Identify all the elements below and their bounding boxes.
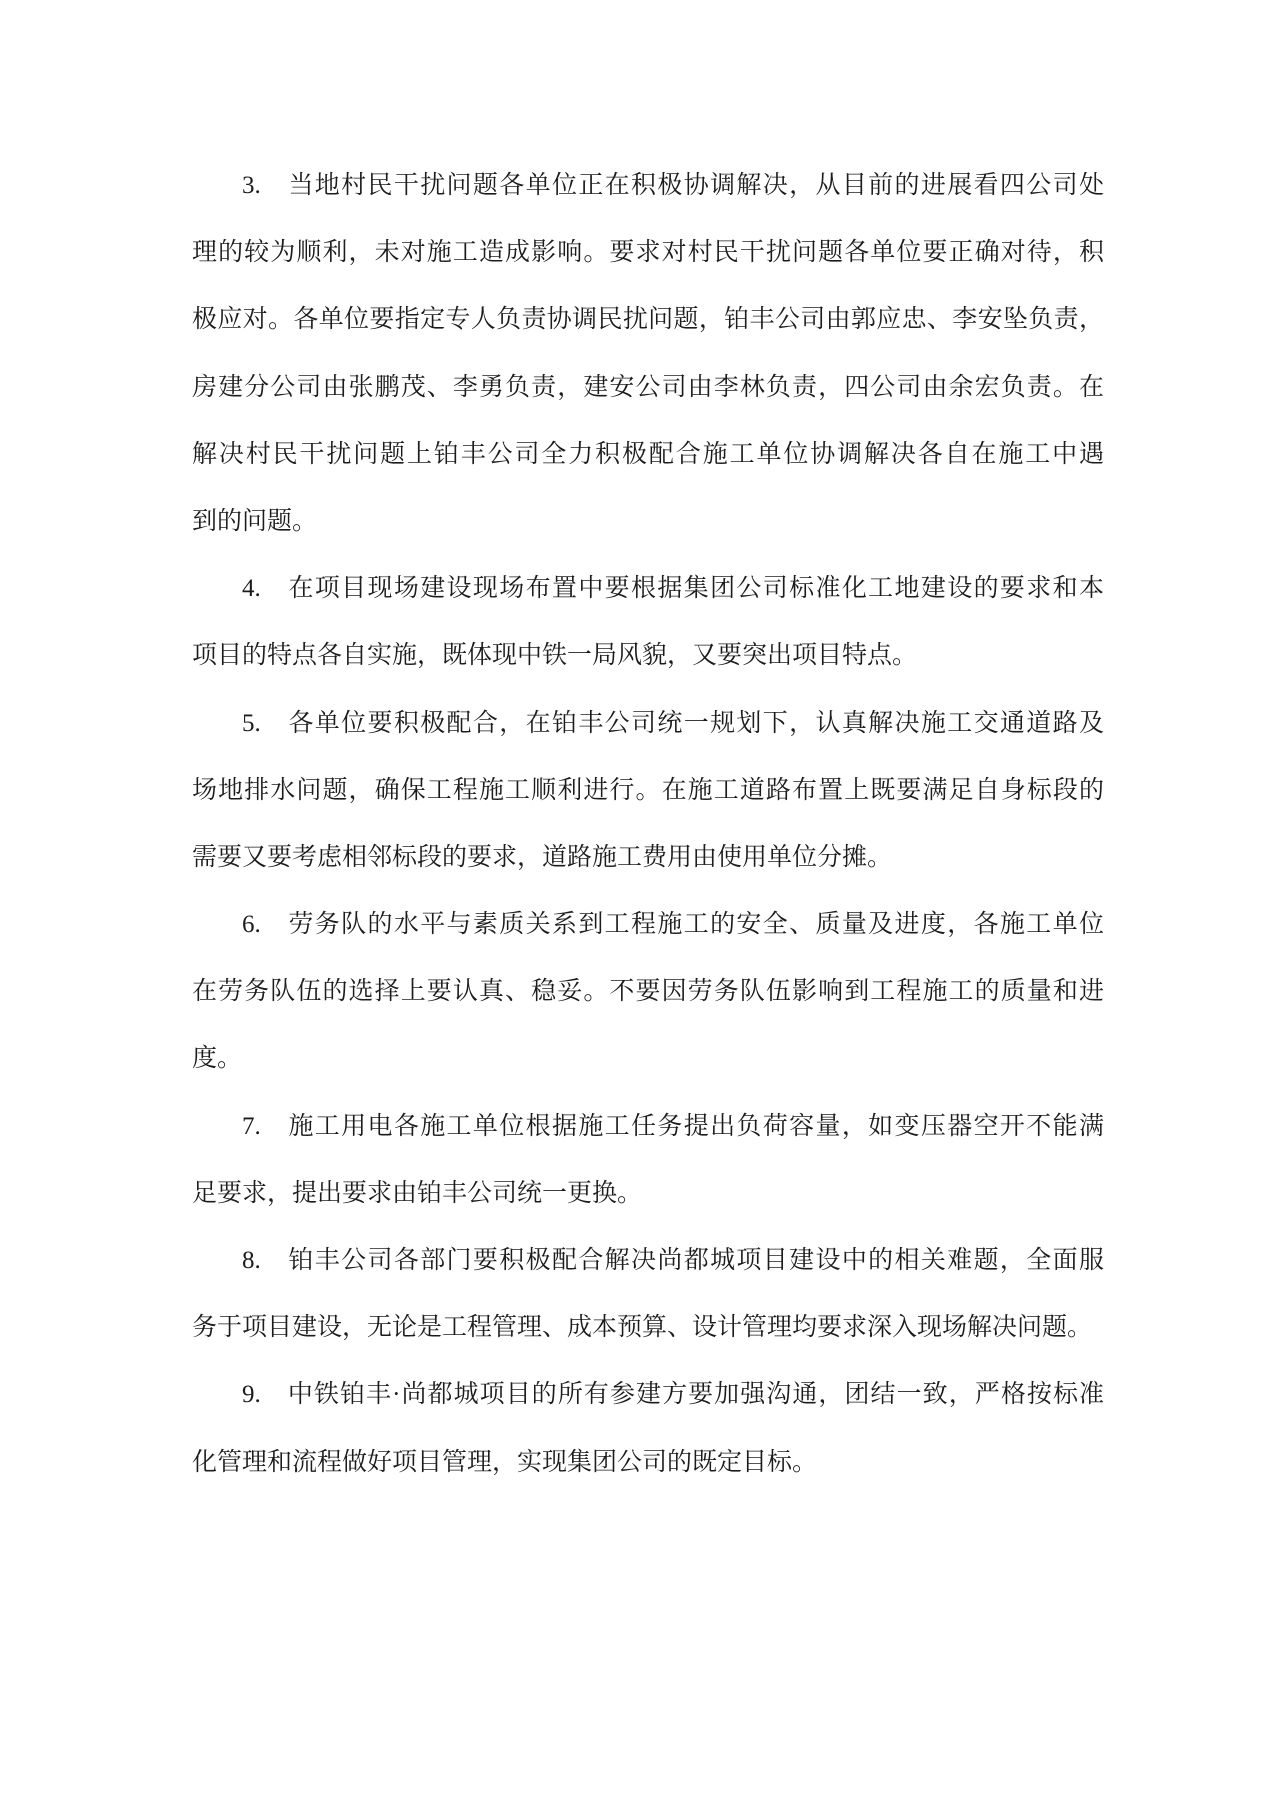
text-line: 解决村民干扰问题上铂丰公司全力积极配合施工单位协调解决各自在施工中遇 [192, 440, 1104, 468]
text-line: 8. 铂丰公司各部门要积极配合解决尚都城项目建设中的相关难题，全面服 [242, 1247, 1104, 1274]
text-line: 化管理和流程做好项目管理，实现集团公司的既定目标。 [192, 1448, 818, 1476]
paragraph-item-4 [192, 555, 1104, 689]
text-line: 3. 当地村民干扰问题各单位正在积极协调解决，从目前的进展看四公司处 [242, 172, 1104, 199]
paragraph-item-6 [192, 891, 1104, 1093]
text-line: 到的问题。 [192, 507, 318, 535]
text-line: 理的较为顺利，未对施工造成影响。要求对村民干扰问题各单位要正确对待，积 [192, 239, 1104, 267]
text-line: 6. 劳务队的水平与素质关系到工程施工的安全、质量及进度，各施工单位 [242, 911, 1104, 939]
text-line: 5. 各单位要积极配合，在铂丰公司统一规划下，认真解决施工交通道路及 [242, 709, 1104, 737]
document-body [192, 152, 1104, 1496]
text-line: 项目的特点各自实施，既体现中铁一局风貌，又要突出项目特点。 [192, 642, 918, 670]
text-line: 在劳务队伍的选择上要认真、稳妥。不要因劳务队伍影响到工程施工的质量和进 [192, 978, 1104, 1006]
text-line: 房建分公司由张鹏茂、李勇负责，建安公司由李林负责，四公司由余宏负责。在 [192, 373, 1104, 401]
text-line: 场地排水问题，确保工程施工顺利进行。在施工道路布置上既要满足自身标段的 [192, 776, 1104, 804]
text-line: 务于项目建设，无论是工程管理、成本预算、设计管理均要求深入现场解决问题。 [192, 1314, 1093, 1342]
paragraph-item-9 [192, 1361, 1104, 1495]
text-line: 4. 在项目现场建设现场布置中要根据集团公司标准化工地建设的要求和本 [242, 575, 1104, 603]
text-line: 度。 [192, 1045, 243, 1073]
text-line: 足要求，提出要求由铂丰公司统一更换。 [192, 1179, 643, 1207]
text-line: 7. 施工用电各施工单位根据施工任务提出负荷容量，如变压器空开不能满 [242, 1112, 1104, 1140]
paragraph-item-5 [192, 690, 1104, 892]
paragraph-item-3 [192, 152, 1104, 555]
text-line: 需要又要考虑相邻标段的要求，道路施工费用由使用单位分摊。 [192, 843, 893, 871]
paragraph-item-8 [192, 1227, 1104, 1361]
text-line: 极应对。各单位要指定专人负责协调民扰问题，铂丰公司由郭应忠、李安坠负责， [192, 306, 1104, 334]
text-line: 9. 中铁铂丰·尚都城项目的所有参建方要加强沟通，团结一致，严格按标准 [242, 1381, 1104, 1409]
paragraph-item-7 [192, 1093, 1104, 1227]
